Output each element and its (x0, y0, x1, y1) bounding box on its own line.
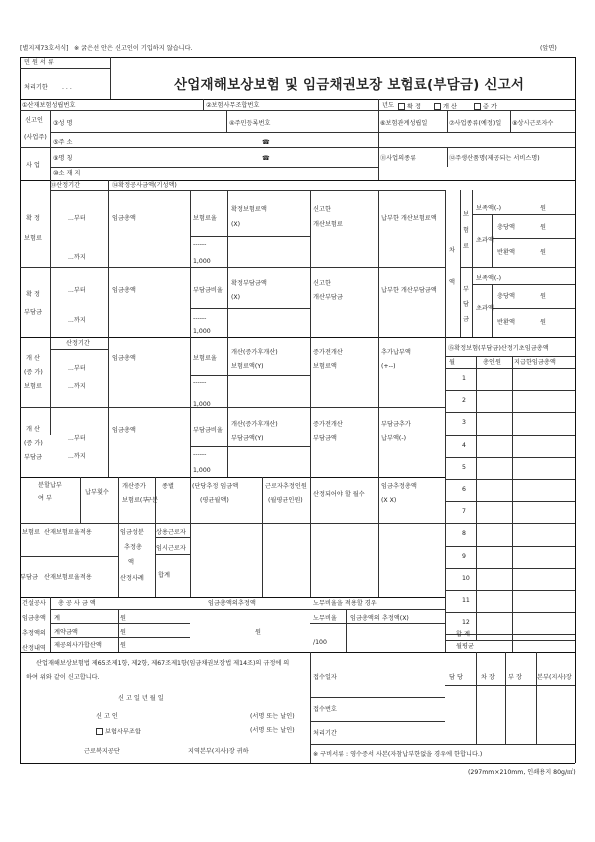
from-label: ...부터 (68, 215, 86, 222)
bur-char-3: 금 (463, 316, 469, 323)
page-title: 산업재해보상보험 및 임금채권보장 보험료(부담금) 신고서 (174, 77, 525, 93)
paper-size: (297mm×210mm, 인쇄용지 80g/㎡) (468, 769, 576, 776)
wage-label: 임금총액 (112, 355, 136, 362)
est-burden-label: 개 산 (26, 426, 40, 433)
won-1: 원 (540, 205, 546, 212)
appropriate-label: 충당액 (497, 293, 515, 300)
wage-est-xx: (X X) (381, 497, 397, 504)
wage-est-label: 임금총액의추정액 (208, 600, 256, 607)
workers-label: ⑧상시근로자수 (512, 120, 554, 127)
per-mil: 1,000 (193, 328, 211, 335)
burden-before-sub: 부담금액 (313, 435, 337, 442)
burden-before: 증가전개산 (313, 421, 343, 428)
biz-kind-label: ⑪사업의종류 (380, 155, 417, 162)
month-number: 5 (462, 463, 466, 471)
est-premium-sub2: 보험료 (24, 383, 42, 390)
amount-x: (X) (231, 221, 241, 228)
over-label: 초과액 (476, 305, 494, 312)
won-4: 원 (540, 293, 546, 300)
month-number: 11 (462, 597, 470, 604)
construction-label-2: 임금총액 (22, 615, 46, 622)
from-label: ...부터 (68, 435, 86, 442)
bur-char-2: 담 (463, 301, 469, 308)
est-amount-y: 보험료액(Y) (231, 363, 264, 370)
period-label: 처리기한 (24, 84, 48, 91)
reported-sub: 개산보험료 (313, 221, 343, 228)
diff-label: 차 (449, 247, 455, 254)
declaration-text-1: 산업재해보상보험법 제65조제1항, 제2항, 제67조제1항(임금채권보장법 제14조)의 규정에 의 (36, 660, 290, 667)
apply-period-label: ⑬산정기간 (50, 182, 81, 189)
ins-char-3: 료 (463, 243, 469, 250)
bur-char-1: 부 (463, 286, 469, 293)
biz-label: 사 업 (26, 162, 40, 169)
month-row-line (445, 479, 575, 480)
count-label: 납부횟수 (85, 489, 109, 496)
header-note: ※ 굵은선 안은 신고인이 기입하지 않습니다. (74, 45, 193, 52)
wage-label: 임금총액 (112, 287, 136, 294)
won-3: 원 (540, 249, 546, 256)
wage-est2: 임금총액의 추정액(X) (350, 615, 409, 622)
agent-checkbox[interactable]: 보험사무조합 (96, 728, 141, 736)
regular-label: 상용근로자 (156, 529, 186, 536)
confirmed-premium-label: 확 정 (26, 215, 40, 222)
est-workers-label: 근로자추정인원 (265, 483, 307, 490)
before-sub: 보험료액 (313, 363, 337, 370)
reporter-label: 신고인 (25, 117, 43, 124)
estimate-checkbox[interactable]: 개 산 (434, 103, 457, 111)
month-row-line (445, 501, 575, 502)
rate-label: 보험료율 (193, 215, 217, 222)
month-row-line (445, 546, 575, 547)
receipt-label: 민 원 서 류 (24, 59, 54, 66)
burden-extra-sub: 납부액(-) (381, 435, 406, 442)
increase-checkbox[interactable]: 증 가 (474, 103, 497, 111)
month-number: 4 (462, 441, 466, 449)
won-7: 원 (120, 629, 126, 636)
installment-sub: 여 부 (38, 495, 52, 502)
biz-location-label: ⑩소 재 지 (53, 170, 81, 177)
service-label: ⑫주생산품명(제공되는 서비스명) (449, 155, 540, 162)
mgmt-no-label: ①산재보험성립번호 (22, 102, 76, 109)
from-label: ...부터 (68, 287, 86, 294)
won-6: 원 (120, 615, 126, 622)
wage-est-label: 임금추정총액 (381, 483, 417, 490)
month-row-line (445, 412, 575, 413)
bur-est-label: 부담금 (20, 574, 38, 581)
refund-label: 반환액 (497, 249, 515, 256)
reported-label: 신고한 (313, 206, 331, 213)
month-number: 2 (462, 397, 466, 405)
to-label: ...까지 (68, 453, 86, 460)
month-header: 월 (449, 359, 455, 366)
per-mil: 1,000 (193, 467, 211, 474)
short-label: 보족액(-) (476, 205, 501, 212)
declaration-date: 신 고 일 년 월 일 (118, 695, 164, 702)
construction-label: 건설공사 (22, 600, 46, 607)
month-number: 10 (462, 574, 470, 582)
contract-label: 총 공 사 금 액 (58, 600, 96, 607)
month-row-line (445, 568, 575, 569)
refund-label: 반환액 (497, 319, 515, 326)
dash-line: ------ (193, 451, 207, 458)
handler-label: 처리기간 (313, 730, 337, 737)
extra-label: 추가납부액 (381, 349, 411, 356)
short-label: 보족액(-) (476, 275, 501, 282)
month-row-line (445, 590, 575, 591)
confirmed-burden-label: 확 정 (26, 291, 40, 298)
est-burden-sub: (증 가) (24, 440, 43, 447)
wage-label: 임금총액 (112, 427, 136, 434)
to-label: ...까지 (68, 317, 86, 324)
burden-reported-sub: 개산부담금 (313, 294, 343, 301)
temp-label: 임시근로자 (156, 545, 186, 552)
amount-label: 확정보험료액 (231, 206, 267, 213)
month-row-line (445, 612, 575, 613)
over-label: 초과액 (476, 237, 494, 244)
page-side: (앞면) (540, 45, 557, 52)
wage-total-label: ⑭확정공사금액(기성액) (112, 182, 177, 189)
per-mil: 1,000 (193, 401, 211, 408)
burden-extra: 부담금추가 (381, 421, 411, 428)
monthly-title: ⑮확정보험(부담금)산정기초임금총액 (448, 345, 549, 352)
period-label: 산정기간 (66, 340, 90, 347)
est-premium-sub: (증 가) (24, 369, 43, 376)
to-label: ...까지 (68, 383, 86, 390)
rate-label: 보험료율 (193, 355, 217, 362)
month-row-line (445, 435, 575, 436)
head-col: 본부(지사)장 (537, 674, 572, 681)
declaration-text-2: 하여 위와 같이 신고합니다. (26, 674, 100, 681)
est-premium-label: 개 산 (26, 355, 40, 362)
declaration-reporter: 신 고 인 (96, 713, 118, 720)
unit-wage-label: (단당추정 임금액 (192, 483, 239, 490)
diff-label-2: 액 (449, 279, 455, 286)
est-burden-sub2: 부담금 (24, 454, 42, 461)
month-number: 8 (462, 530, 466, 538)
won-8: 원 (255, 629, 261, 636)
est-total-label: 추정총 (124, 544, 142, 551)
biz-name-label: ⑨명 칭 (53, 155, 73, 162)
construction-label-3: 추정액의 (22, 630, 46, 637)
burden-reported: 신고한 (313, 280, 331, 287)
confirmed-burden-sub: 부담금 (24, 309, 42, 316)
rrn-label: ④주민등록번호 (229, 120, 271, 127)
est-burden-amount: 개산(증가후개산) (231, 421, 278, 428)
est-amount-label: 개산(증가후개산) (231, 349, 278, 356)
per-hundred: /100 (313, 639, 327, 646)
year-label: 년도 (382, 102, 394, 109)
month-row-line (445, 457, 575, 458)
burden-amount-label: 확정부담금액 (231, 280, 267, 287)
calc-case-label: 산정사례 (120, 575, 144, 582)
month-row-line (445, 523, 575, 524)
name-label: ③성 명 (53, 120, 73, 127)
dash-line: ------ (193, 315, 207, 322)
ins-method: 산재보험료율적용 (44, 529, 92, 536)
months-label: 산정되어야 할 월수 (313, 491, 365, 498)
month-number: 12 (462, 619, 470, 627)
kind-label: 종별 (162, 483, 174, 490)
from-label: ...부터 (68, 365, 86, 372)
workers-header: 총인원 (483, 359, 501, 366)
contract-row-1: 계 (54, 615, 60, 622)
avg-workers-label: (월평균인원) (268, 497, 303, 504)
confirm-checkbox[interactable]: 확 정 (398, 103, 421, 111)
won-9: 원 (120, 642, 126, 649)
burden-rate-label: 부담금비율 (193, 287, 223, 294)
phone-icon: ☎ (262, 155, 270, 162)
month-number: 7 (462, 508, 466, 516)
dash-line: ------ (193, 241, 207, 248)
avg-label: 월평균 (456, 643, 474, 650)
wage-no-label: ②보험사무조합번호 (206, 102, 260, 109)
avg-monthly-label: (평균월액) (200, 497, 229, 504)
attach-note: ※ 구비서류 : 영수증서 사본(자참납부한없을 경우에 한합니다.) (313, 751, 483, 758)
month-number: 3 (462, 419, 466, 427)
won-5: 원 (540, 319, 546, 326)
per-mil: 1,000 (193, 258, 211, 265)
wage-label: 임금총액 (112, 215, 136, 222)
reporter-sub-label: (사업주) (24, 134, 47, 141)
labor-ratio: 노무비율 (313, 615, 337, 622)
appropriate-label: 충당액 (497, 224, 515, 231)
address-label: ⑤주 소 (53, 139, 73, 146)
burden-rate-label: 부담금비율 (193, 427, 223, 434)
month-number: 6 (462, 486, 466, 493)
month-number: 9 (462, 552, 466, 560)
ins-char-2: 험 (463, 227, 469, 234)
sign-2: (서명 또는 날인) (250, 727, 295, 734)
est-inc-label: 개산증가 (122, 483, 146, 490)
contract-row-3: 제공의사가합산액 (54, 642, 102, 649)
deputy-col: 차 장 (481, 674, 495, 681)
contract-row-2: 계약금액 (54, 629, 78, 636)
won-2: 원 (540, 224, 546, 231)
construction-label-4: 산정내역 (22, 645, 46, 652)
ins-est-label: 보험료 (22, 529, 40, 536)
burden-paid-label: 납부한 개산부담금액 (381, 287, 437, 294)
receipt-no-label: 접수번호 (313, 706, 337, 713)
addressee: 근로복지공단 (84, 748, 120, 755)
form-number: [별지제73호서식] (20, 45, 69, 52)
bur-method: 산재보험료율적용 (44, 574, 92, 581)
wage-div: 임금성분 (120, 529, 144, 536)
biz-type-label: ⑦사업종류(예정)일 (449, 120, 502, 127)
installment-label: 분할납부 (38, 482, 62, 489)
est-sum-label: 합계 (158, 572, 170, 579)
confirmed-premium-sub: 보험료 (24, 235, 42, 242)
phone-icon: ☎ (262, 139, 270, 146)
received-label: 접수일자 (313, 674, 337, 681)
rate-applied-label: 노무비율을 적용할 경우 (313, 600, 377, 607)
sum-label: 합 계 (456, 631, 470, 638)
period-value: . . . (62, 84, 72, 91)
month-row-line (445, 390, 575, 391)
relation-label: ⑥보험관계성립일 (380, 120, 428, 127)
staff-col: 담 당 (449, 674, 463, 681)
ins-char-1: 보 (463, 211, 469, 218)
paid-label: 납부한 개산보험료액 (381, 215, 437, 222)
manager-col: 부 장 (508, 674, 522, 681)
est-burden-amount-y: 부담금액(Y) (231, 435, 264, 442)
sign-1: (서명 또는 날인) (250, 713, 295, 720)
burden-amount-x: (X) (231, 294, 241, 301)
month-number: 1 (462, 375, 466, 382)
extra-sub: (+--) (381, 363, 396, 370)
est-total-sub: 액 (128, 559, 134, 566)
wages-header: 지급한임금총액 (514, 359, 556, 366)
addressee-2: 지역본부(지사)장 귀하 (188, 748, 249, 755)
before-label: 증가전개산 (313, 349, 343, 356)
est-inc-sub: 보험료(부 (122, 497, 149, 504)
to-label: ...까지 (68, 254, 86, 261)
dash-line: ------ (193, 379, 207, 386)
div-label: 구분 (146, 497, 158, 504)
